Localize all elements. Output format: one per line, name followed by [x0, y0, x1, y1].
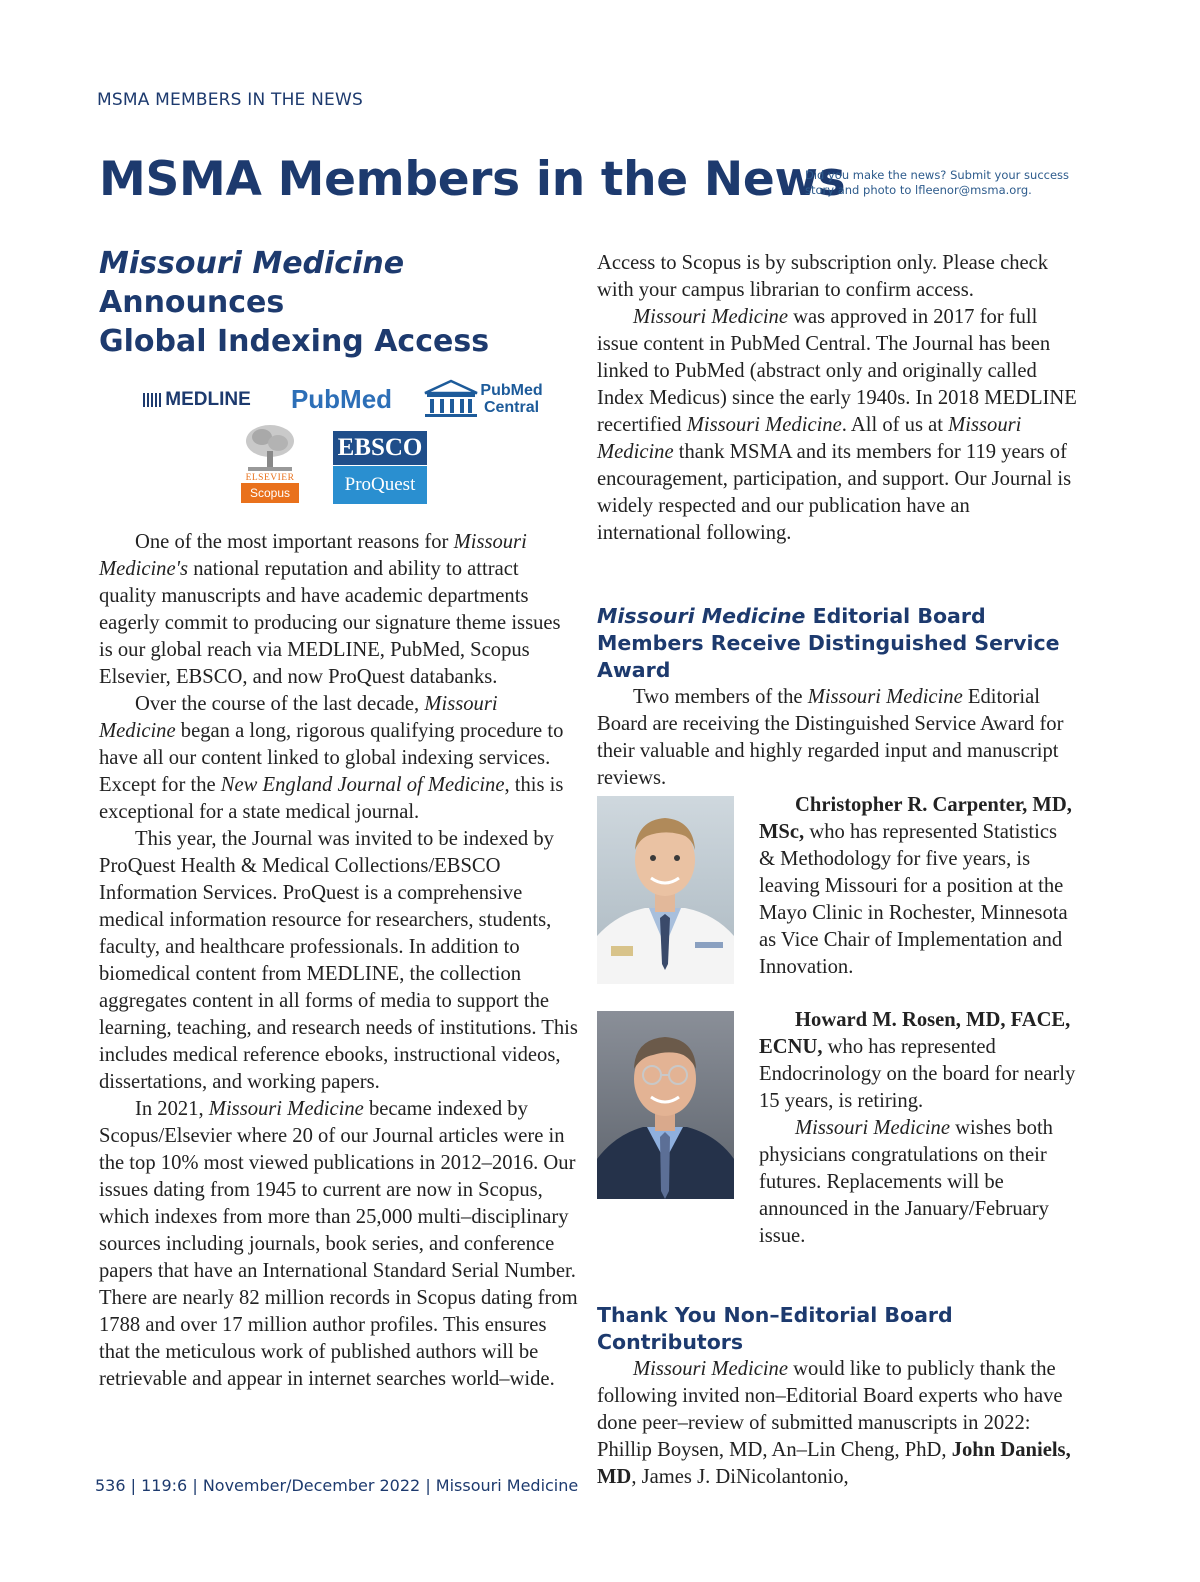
- article-heading-contributors: Thank You Non–Editorial Board Contributors: [597, 1303, 953, 1354]
- page-title: MSMA Members in the News: [99, 152, 846, 207]
- issue-date: November/December 2022: [202, 1476, 421, 1495]
- paragraph: This year, the Journal was invited to be indexed by ProQuest Health & Medical Collections/EBSCO Information Services. ProQuest is a comprehensive medical information resource for researchers, students, faculty, and healthcare professionals. In addition to biomedical content from MEDLINE, the collection aggregates content in all forms of media to support the learning, teaching, and research needs of institutions. This includes medical reference ebooks, instructional videos, dissertations, and working papers.: [99, 828, 578, 1093]
- submit-note: Did you make the news? Submit your success story and photo to lfleenor@msma.org.: [805, 168, 1070, 197]
- photo-rosen: [597, 1011, 734, 1199]
- bio-name-carpenter: Christopher R. Carpenter, MD, MSc,: [759, 794, 1072, 843]
- page-footer: 536 | 119:6 | November/December 2022 | Missouri Medicine: [95, 1476, 579, 1495]
- paragraph: Two members of the Missouri Medicine Editorial Board are receiving the Distinguished Service Award for their valuable and highly regarded input and manuscript reviews.: [597, 686, 1064, 789]
- journal-name: Missouri Medicine: [435, 1476, 579, 1495]
- bio-rosen: Howard M. Rosen, MD, FACE, ECNU, who has represented Endocrinology on the board for nearly 15 years, is retiring. Missouri Medicine wishes both physicians congratulations on their futures. Replacements will be announced in the January/February issue.: [597, 1007, 1077, 1250]
- elsevier-tree-icon: [242, 423, 298, 473]
- paragraph: Missouri Medicine was approved in 2017 for full issue content in PubMed Central. The Journal has been linked to PubMed (abstract only and originally called Index Medicus) since the early 1940s. In 2018 MEDLINE recertified Missouri Medicine. All of us at Missouri Medicine thank MSMA and its members for 119 years of encouragement, participation, and support. Our Journal is widely respected and our publication have an international following.: [597, 306, 1077, 544]
- section-label: MSMA MEMBERS IN THE NEWS: [97, 90, 363, 110]
- left-column: [99, 244, 579, 1393]
- bio-name-rosen: Howard M. Rosen, MD, FACE, ECNU,: [759, 1009, 1071, 1058]
- elsevier-scopus-logo: ELSEVIER Scopus: [239, 421, 301, 505]
- proquest-logo: ProQuest: [333, 466, 427, 504]
- article-heading-award: Missouri Medicine Editorial Board Members Receive Distinguished Service Award: [597, 604, 1060, 682]
- right-column: [597, 250, 1077, 1491]
- page-number: 536: [95, 1476, 126, 1495]
- photo-carpenter: [597, 796, 734, 984]
- pubmed-central-logo: PubMed Central: [415, 377, 550, 421]
- indexing-logos: [99, 375, 579, 505]
- medline-logo: MEDLINE: [127, 389, 267, 411]
- paragraph: Access to Scopus is by subscription only. Please check with your campus librarian to confirm access.: [597, 252, 1049, 301]
- pubmed-logo: PubMed: [290, 383, 393, 414]
- paragraph: In 2021, Missouri Medicine became indexed by Scopus/Elsevier where 20 of our Journal articles were in the top 10% most viewed publications in 2012–2016. Our issues dating from 1945 to current are now in Scopus, which indexes from more than 25,000 multi–disciplinary sources including journals, book series, and conference papers that have an International Standard Serial Number. There are nearly 82 million records in Scopus dating from 1788 and over 17 million author profiles. This ensures that the meticulous work of published authors will be retrievable and appear in internet searches world–wide.: [99, 1098, 578, 1390]
- volume-issue: 119:6: [141, 1476, 188, 1495]
- paragraph: Over the course of the last decade, Missouri Medicine began a long, rigorous qualifying procedure to have all our content linked to global indexing services. Except for the New England Journal of Medicine, this is exceptional for a state medical journal.: [99, 693, 564, 823]
- paragraph: Missouri Medicine wishes both physicians congratulations on their futures. Replacements will be announced in the January/February issue.: [759, 1117, 1053, 1247]
- pmc-building-icon: [422, 379, 480, 419]
- paragraph: Missouri Medicine would like to publicly thank the following invited non–Editorial Board experts who have done peer–review of submitted manuscripts in 2022: Phillip Boysen, MD, An–Lin Cheng, PhD, John Daniels, MD, James J. DiNicolantonio,: [597, 1358, 1071, 1488]
- paragraph: One of the most important reasons for Missouri Medicine's national reputation and ability to attract quality manuscripts and have academic departments eagerly commit to producing our signature theme issues is our global reach via MEDLINE, PubMed, Scopus Elsevier, EBSCO, and now ProQuest databanks.: [99, 531, 561, 688]
- ebsco-logo: EBSCO: [333, 431, 427, 465]
- article-heading-indexing: Missouri Medicine Announces Global Indexing Access: [99, 246, 490, 359]
- bio-carpenter: Christopher R. Carpenter, MD, MSc, who has represented Statistics & Methodology for five years, is leaving Missouri for a position at the Mayo Clinic in Rochester, Minnesota as Vice Chair of Implementation and Innovation.: [597, 792, 1077, 981]
